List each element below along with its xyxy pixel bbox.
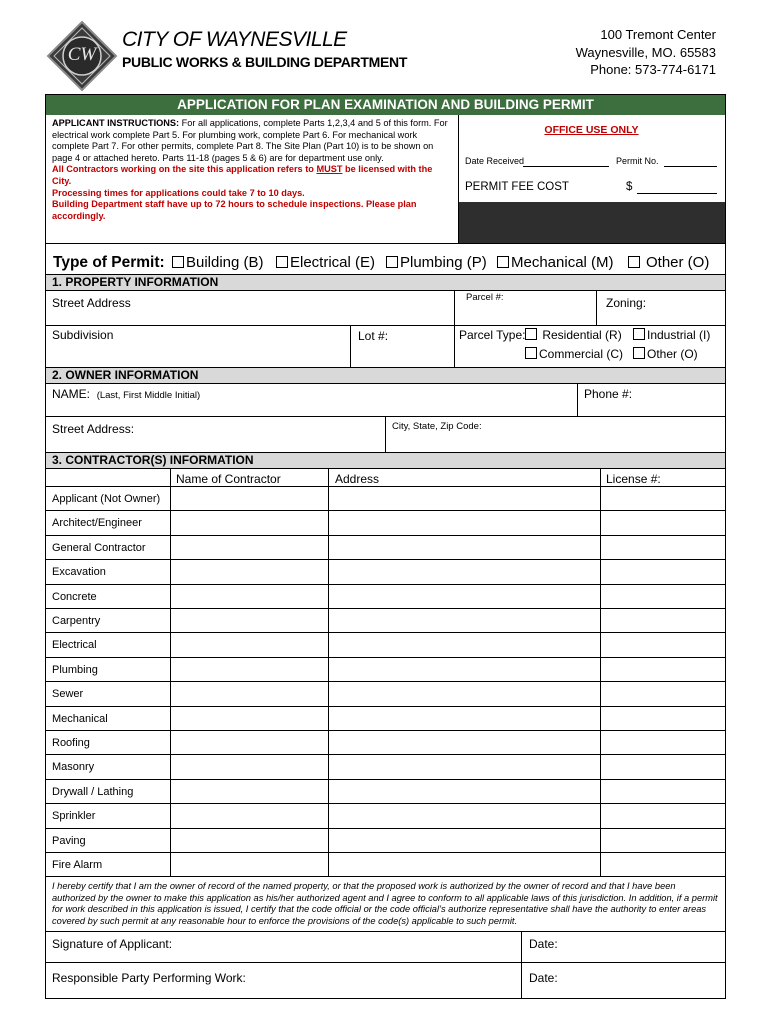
permit-number-label: Permit No. [616,156,659,166]
section-owner-header: 2. OWNER INFORMATION [46,367,725,384]
permit-fee-line[interactable] [637,193,717,194]
license-notice [52,164,432,186]
option-label: Industrial (I) [647,328,711,342]
address-line-2: Waynesville, MO. 65583 [575,45,716,60]
contractor-role-label: Roofing [52,737,90,749]
instructions-body: For all applications, complete Parts 1,2,3,4 and 5 of this form. For electrical work complete Part 5. For plumbing work, complete Part 6. For mechanical work complete Part 7. For other permits, complete Part 8. The Site Plan (Part 10) is to be shown on page 4 or attached hereto. Parts 11-18 (pages 5 & 6) are for department use only. [52,118,448,163]
city-name: CITY OF WAYNESVILLE [122,28,347,51]
checkbox[interactable] [525,328,537,340]
permit-fee-label: PERMIT FEE COST [465,181,569,193]
permit-type-mechanical[interactable] [497,254,614,271]
license-notice-post: be licensed with the City. [52,164,433,186]
contractor-row[interactable] [46,585,725,609]
divider [46,876,725,877]
signature-applicant-date-label: Date: [529,937,558,951]
checkbox[interactable] [633,328,645,340]
zoning-label: Zoning: [606,296,647,310]
parcel-label: Parcel #: [466,292,504,303]
parcel-type-other[interactable] [633,347,698,361]
subdivision-label: Subdivision [52,328,114,342]
checkbox[interactable] [525,347,537,359]
divider [521,931,522,999]
divider [350,325,351,368]
permit-type-electrical[interactable] [276,254,375,271]
date-received-label: Date Received [465,156,525,166]
divider [454,291,455,368]
option-label: Commercial (C) [539,347,623,361]
responsible-party-label: Responsible Party Performing Work: [52,971,246,985]
contractor-row[interactable] [46,707,725,731]
checkbox[interactable] [386,256,398,268]
contractor-role-label: Fire Alarm [52,859,103,871]
logo-monogram: CW [67,44,97,65]
license-notice-pre: All Contractors working on the site this application refers to [52,164,317,175]
signature-applicant-label: Signature of Applicant: [52,937,173,951]
inspection-notice: Building Department staff have up to 72 hours to schedule inspections. Please plan accordingly. [52,199,417,221]
option-label: Electrical (E) [290,254,376,271]
city-logo [46,20,118,92]
option-label: Building (B) [186,254,264,271]
contractor-row[interactable] [46,755,725,779]
responsible-party-date-label: Date: [529,971,558,985]
contractor-role-label: Applicant (Not Owner) [52,493,161,505]
option-label: Mechanical (M) [511,254,614,271]
divider [46,325,725,326]
contractor-role-label: Masonry [52,761,95,774]
parcel-type-commercial[interactable] [525,347,623,361]
office-use-shaded-area [459,202,725,243]
contractor-role-label: Sprinkler [52,810,96,823]
instructions-heading: APPLICANT INSTRUCTIONS: [52,118,180,128]
permit-fee-symbol: $ [626,181,633,193]
checkbox[interactable] [628,256,640,268]
contractor-role-label: Drywall / Lathing [52,785,134,798]
option-label: Plumbing (P) [400,254,487,271]
divider [46,962,725,963]
parcel-type-label: Parcel Type: [459,328,526,342]
contractor-row[interactable] [46,633,725,657]
name-hint: (Last, First Middle Initial) [96,390,201,401]
col-address: Address [335,472,380,486]
divider [577,384,578,416]
checkbox[interactable] [497,256,509,268]
contractor-role-label: Excavation [52,566,106,579]
col-name-of-contractor: Name of Contractor [176,472,281,486]
contractor-row[interactable] [46,731,725,755]
col-license: License #: [606,472,661,486]
form-title: APPLICATION FOR PLAN EXAMINATION AND BUILDING PERMIT [46,95,725,115]
checkbox[interactable] [276,256,288,268]
name-label-text: NAME: [52,387,91,401]
contractor-role-label: Plumbing [52,663,98,676]
applicant-instructions [52,118,454,222]
option-label: Other (O) [646,254,710,271]
date-received-line[interactable] [523,166,609,167]
phone-line: Phone: 573-774-6171 [590,62,716,77]
contractor-role-label: Concrete [52,590,97,603]
contractor-row[interactable] [46,487,725,511]
divider [46,931,725,932]
divider [385,416,386,452]
lot-label: Lot #: [358,329,389,343]
section-contractors-header: 3. CONTRACTOR(S) INFORMATION [46,452,725,469]
office-use-title: OFFICE USE ONLY [544,124,639,136]
department-name: PUBLIC WORKS & BUILDING DEPARTMENT [122,54,408,70]
contractor-role-label: Carpentry [52,615,101,627]
contractor-row[interactable] [46,511,725,535]
permit-number-line[interactable] [664,166,717,167]
address-line-1: 100 Tremont Center [600,27,716,42]
contractor-row[interactable] [46,536,725,560]
checkbox[interactable] [633,347,645,359]
contractor-role-label: Mechanical [52,712,108,725]
contractor-row[interactable] [46,560,725,584]
permit-type-other[interactable] [628,254,709,271]
contractor-row[interactable] [46,658,725,682]
contractor-row[interactable] [46,853,725,877]
permit-type-building[interactable] [172,254,264,271]
checkbox[interactable] [172,256,184,268]
divider [596,291,597,325]
contractor-row[interactable] [46,829,725,853]
contractor-role-label: Paving [52,834,86,847]
contractor-row[interactable] [46,609,725,633]
contractor-role-label: Electrical [52,639,97,652]
processing-notice: Processing times for applications could take 7 to 10 days. [52,187,305,198]
contractor-role-label: Architect/Engineer [52,517,142,530]
certification-statement: I hereby certify that I am the owner of record of the named property, or that the proposed work is authorized by the owner of record and that I have been authorized by the owner to make this application as his/her authorized agent and I agree to conform to all applicable laws of this jurisdiction. In addition, if a permit for work described in this application is issued, I certify that the code official or the code official’s authorize representative shall have the authority to enter areas covered by such permit at any reasonable hour to enforce the provisions of the code(s) applicable to such permit. [52,881,718,926]
parcel-type-industrial[interactable] [633,328,710,342]
parcel-type-residential[interactable] [525,328,622,342]
owner-name-label [52,387,200,401]
contractor-row[interactable] [46,780,725,804]
owner-street-label: Street Address: [52,422,135,436]
option-label: Residential (R) [542,328,622,342]
contractor-row[interactable] [46,804,725,828]
option-label: Other (O) [647,347,698,361]
contractor-row[interactable] [46,682,725,706]
owner-city-state-zip-label: City, State, Zip Code: [392,421,482,432]
street-address-label: Street Address [52,296,131,310]
owner-phone-label: Phone #: [584,387,633,401]
contractor-role-label: Sewer [52,688,84,701]
permit-type-plumbing[interactable] [386,254,487,271]
contractor-role-label: General Contractor [52,541,146,554]
permit-type-label: Type of Permit: [53,254,165,271]
section-property-header: 1. PROPERTY INFORMATION [46,274,725,291]
license-notice-must: MUST [316,164,343,175]
